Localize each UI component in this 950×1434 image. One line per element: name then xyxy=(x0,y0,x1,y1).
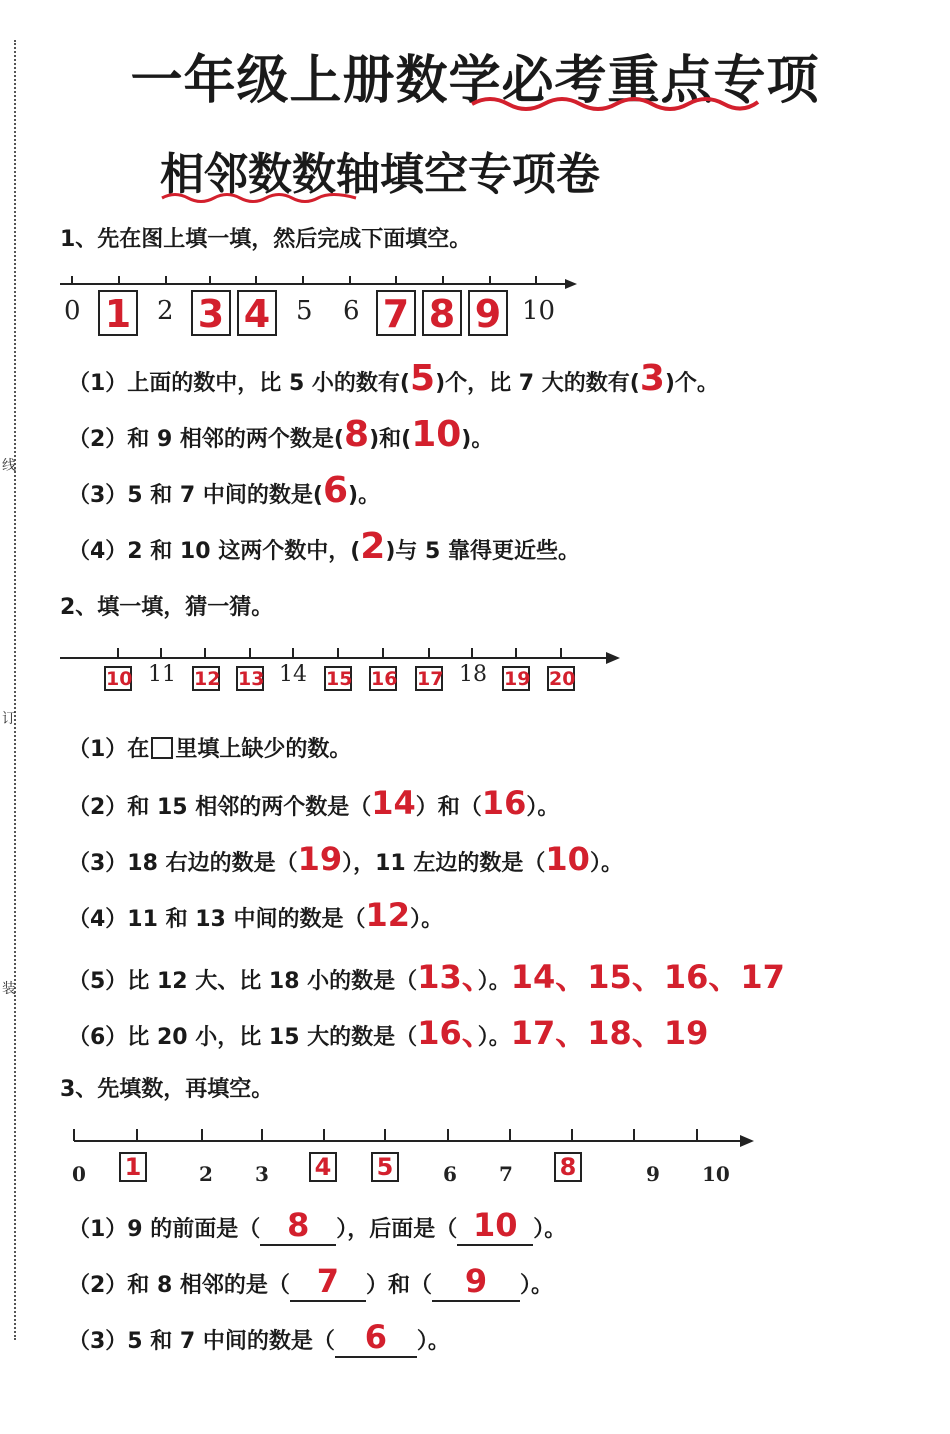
answer: 14 xyxy=(371,784,416,822)
binding-margin-line xyxy=(14,40,16,1340)
s3-question-3: （3）5 和 7 中间的数是（ 6 ）。 xyxy=(68,1318,450,1356)
answer-blank: 6 xyxy=(335,1318,417,1358)
subtitle-wavy-underline xyxy=(160,190,360,206)
answer: 16 xyxy=(481,784,527,822)
empty-square-icon xyxy=(151,737,173,759)
answer: 5 xyxy=(410,358,436,399)
answer: 14、15、16、17 xyxy=(510,958,785,996)
axis1-label-2: 2 xyxy=(157,296,174,326)
axis3-label-7: 7 xyxy=(499,1162,513,1186)
axis2-box-12: 12 xyxy=(194,668,221,690)
s2-question-3: （3）18 右边的数是（19），11 左边的数是（10）。 xyxy=(68,840,623,878)
axis3-box-1: 1 xyxy=(119,1152,147,1182)
axis2-box-10: 10 xyxy=(106,668,133,690)
s2-question-5: （5）比 12 大、比 18 小的数是（13、）。14、15、16、17 xyxy=(68,958,785,996)
s2-question-1: （1）在 里填上缺少的数。 xyxy=(68,737,352,762)
page-title: 一年级上册数学必考重点专项 xyxy=(130,50,820,111)
axis1-box-3: 3 xyxy=(191,290,231,336)
answer: 2 xyxy=(360,526,386,567)
s3-question-2: （2）和 8 相邻的是（ 7 ）和（ 9 ）。 xyxy=(68,1262,553,1300)
axis3-box-5: 5 xyxy=(371,1152,399,1182)
section2-heading: 2、填一填，猜一猜。 xyxy=(60,595,274,620)
axis1-box-4: 4 xyxy=(237,290,277,336)
margin-label-ding: 订 xyxy=(2,711,16,727)
axis1-box-7: 7 xyxy=(376,290,416,336)
axis3-box-4: 4 xyxy=(309,1152,337,1182)
axis3-label-10: 10 xyxy=(702,1162,730,1186)
s2-question-4: （4）11 和 13 中间的数是（12）。 xyxy=(68,896,444,934)
answer: 13、 xyxy=(417,958,478,996)
axis2-box-20: 20 xyxy=(549,668,576,690)
axis2-label-11: 11 xyxy=(148,662,176,687)
page-subtitle: 相邻数数轴填空专项卷 xyxy=(160,149,600,200)
axis2-box-16: 16 xyxy=(371,668,398,690)
axis2-label-14: 14 xyxy=(279,662,307,687)
axis1-box-1: 1 xyxy=(98,290,138,336)
axis2-box-19: 19 xyxy=(504,668,531,690)
axis2-box-13: 13 xyxy=(238,668,265,690)
answer-blank: 8 xyxy=(260,1206,336,1246)
section2-number-line xyxy=(60,642,625,666)
axis1-label-5: 5 xyxy=(296,296,313,326)
answer-blank: 7 xyxy=(290,1262,366,1302)
section3-number-line xyxy=(72,1124,762,1150)
s1-question-4: （4）2 和 10 这两个数中，(2)与 5 靠得更近些。 xyxy=(68,526,581,567)
answer: 6 xyxy=(322,470,349,511)
s2-question-2: （2）和 15 相邻的两个数是（14）和（16）。 xyxy=(68,784,560,822)
answer-blank: 10 xyxy=(457,1206,533,1246)
axis1-box-9: 9 xyxy=(468,290,508,336)
axis3-label-3: 3 xyxy=(255,1162,269,1186)
axis2-box-15: 15 xyxy=(326,668,353,690)
answer: 8 xyxy=(344,414,370,455)
s1-question-1: （1）上面的数中，比 5 小的数有(5)个，比 7 大的数有(3)个。 xyxy=(68,358,719,399)
answer: 16、 xyxy=(417,1014,478,1052)
answer-blank: 9 xyxy=(432,1262,520,1302)
axis2-box-17: 17 xyxy=(417,668,444,690)
axis3-label-2: 2 xyxy=(199,1162,213,1186)
answer: 10 xyxy=(411,414,462,455)
axis1-label-0: 0 xyxy=(64,296,81,326)
axis1-label-10: 10 xyxy=(522,296,556,326)
answer: 3 xyxy=(639,358,665,399)
axis1-box-8: 8 xyxy=(422,290,462,336)
title-wavy-underline xyxy=(470,92,760,112)
axis3-box-8: 8 xyxy=(554,1152,582,1182)
axis3-label-0: 0 xyxy=(72,1162,86,1186)
margin-label-xian: 线 xyxy=(2,458,16,474)
section1-heading: 1、先在图上填一填，然后完成下面填空。 xyxy=(60,227,472,252)
answer: 12 xyxy=(365,896,411,934)
s1-question-3: （3）5 和 7 中间的数是(6)。 xyxy=(68,470,381,511)
axis2-label-18: 18 xyxy=(459,662,487,687)
answer: 19 xyxy=(297,840,343,878)
margin-label-zhuang: 装 xyxy=(2,981,16,997)
answer: 17、18、19 xyxy=(510,1014,709,1052)
s1-question-2: （2）和 9 相邻的两个数是(8)和(10)。 xyxy=(68,414,494,455)
axis3-label-9: 9 xyxy=(646,1162,660,1186)
s2-question-6: （6）比 20 小，比 15 大的数是（16、）。17、18、19 xyxy=(68,1014,709,1052)
axis3-label-6: 6 xyxy=(443,1162,457,1186)
section3-heading: 3、先填数，再填空。 xyxy=(60,1077,274,1102)
s3-question-1: （1）9 的前面是（ 8 ），后面是（ 10 ）。 xyxy=(68,1206,567,1244)
answer: 10 xyxy=(545,840,590,878)
axis1-label-6: 6 xyxy=(343,296,360,326)
